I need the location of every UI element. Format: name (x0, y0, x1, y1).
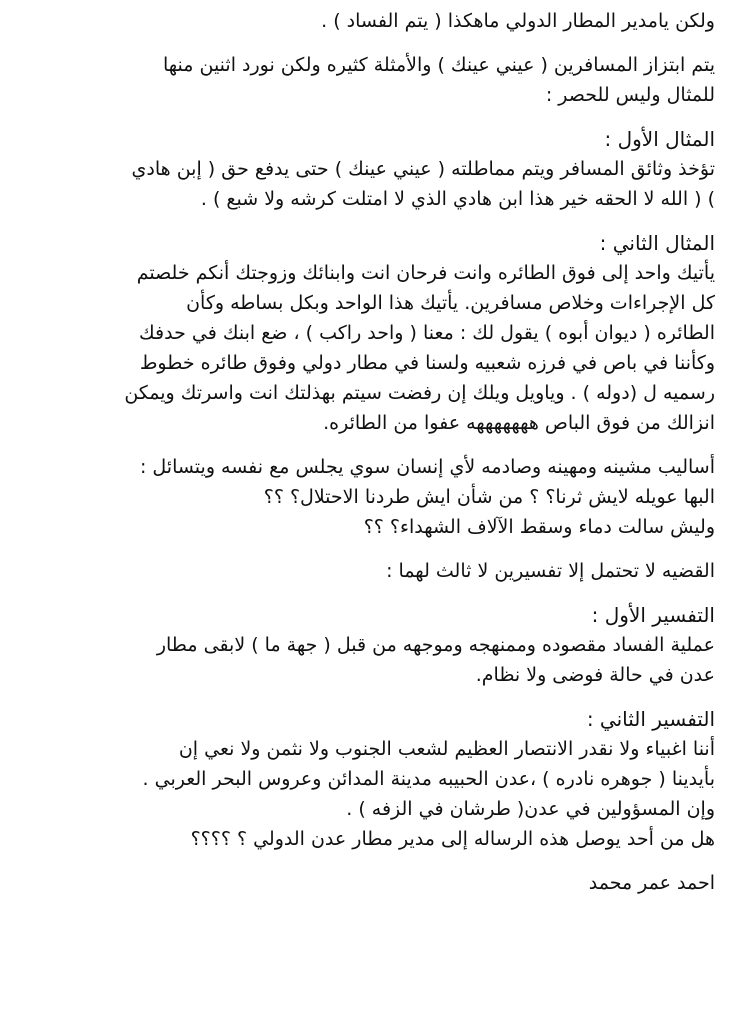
author-signature: احمد عمر محمد (588, 872, 715, 894)
paragraph (14, 6, 715, 36)
paragraph (14, 228, 715, 438)
text-line: كل الإجراءات وخلاص مسافرين. يأتيك هذا الواحد وبكل بساطه وكأن (186, 292, 715, 314)
text-line: تؤخذ وثائق المسافر ويتم مماطلته ( عيني عينك ) حتى يدفع حق ( إبن هادي (131, 158, 715, 180)
text-line: انزالك من فوق الباص هههههههه عفوا من الطائره. (323, 412, 715, 434)
text-line: وإن المسؤولين في عدن( طرشان في الزفه ) . (346, 798, 715, 820)
paragraph (14, 600, 715, 690)
paragraph (14, 50, 715, 110)
paragraph (14, 704, 715, 854)
text-line: بأيدينا ( جوهره نادره ) ،عدن الحبيبه مدينة المدائن وعروس البحر العربي . (142, 768, 715, 790)
paragraph (14, 556, 715, 586)
text-line: يأتيك واحد إلى فوق الطائره وانت فرحان انت وابنائك وزوجتك أنكم خلصتم (136, 262, 715, 284)
paragraph (14, 124, 715, 214)
text-line: الطائره ( ديوان أبوه ) يقول لك : معنا ( واحد راكب ) ، ضع ابنك في حدفك (139, 322, 715, 344)
text-line: يتم ابتزاز المسافرين ( عيني عينك ) والأمثلة كثيره ولكن نورد اثنين منها (162, 54, 715, 76)
text-line: أساليب مشينه ومهينه وصادمه لأي إنسان سوي يجلس مع نفسه ويتسائل : (139, 456, 715, 478)
text-line: هل من أحد يوصل هذه الرساله إلى مدير مطار عدن الدولي ؟ ؟؟؟؟ (190, 828, 715, 850)
text-line: ولكن يامدير المطار الدولي ماهكذا ( يتم الفساد ) . (321, 10, 715, 32)
text-line: وليش سالت دماء وسقط الآلاف الشهداء؟ ؟؟ (363, 516, 715, 538)
text-line: عدن في حالة فوضى ولا نظام. (475, 664, 715, 686)
text-line: وكأننا في باص في فرزه شعبيه ولسنا في مطار دولي وفوق طائره خطوط (139, 352, 715, 374)
section-heading: التفسير الأول : (591, 603, 715, 627)
text-line: القضيه لا تحتمل إلا تفسيرين لا ثالث لهما : (386, 560, 715, 582)
document-body (14, 6, 715, 854)
text-line: عملية الفساد مقصوده وممنهجه وموجهه من قبل ( جهة ما ) لابقى مطار (156, 634, 715, 656)
section-heading: المثال الثاني : (599, 231, 715, 255)
text-line: البها عويله لايش ثرنا؟ ؟ من شأن ايش طردنا الاحتلال؟ ؟؟ (263, 486, 715, 508)
section-heading: المثال الأول : (604, 127, 715, 151)
text-line: رسميه ل (دوله ) . وياويل ويلك إن رفضت سيتم بهذلتك انت واسرتك ويمكن (124, 382, 715, 404)
text-line: أننا اغبياء ولا نقدر الانتصار العظيم لشعب الجنوب ولا نثمن ولا نعي إن (178, 738, 715, 760)
section-heading: التفسير الثاني : (586, 707, 715, 731)
text-line: ) ( الله لا الحقه خير هذا ابن هادي الذي لا امتلت كرشه ولا شبع ) . (200, 188, 715, 210)
text-line: للمثال وليس للحصر : (545, 84, 715, 106)
paragraph (14, 452, 715, 542)
